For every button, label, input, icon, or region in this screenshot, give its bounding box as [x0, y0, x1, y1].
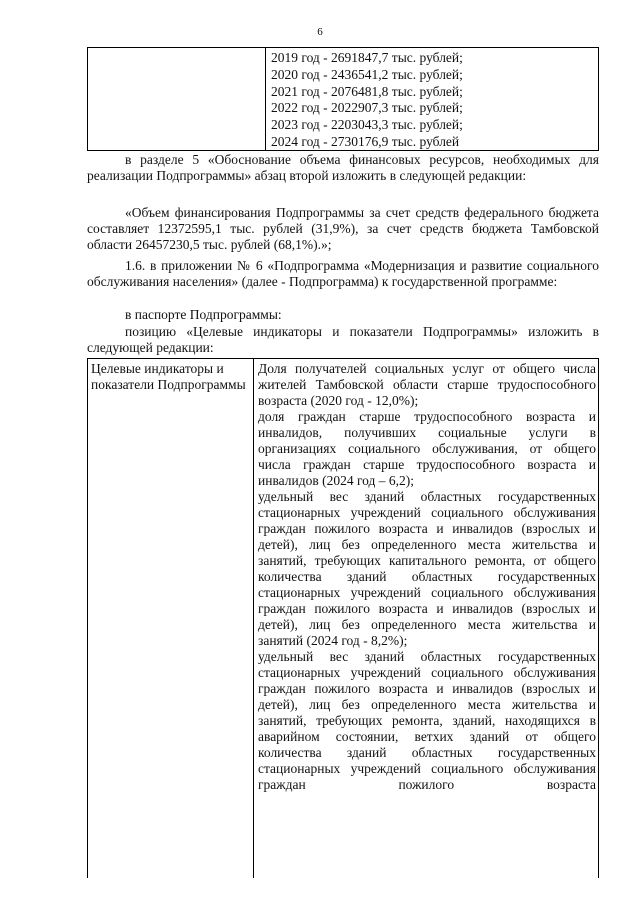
financing-year-2022: 2022 год - 2022907,3 тыс. рублей; [271, 100, 463, 116]
section-5-amendment [87, 152, 599, 184]
passport-heading [87, 307, 599, 323]
financing-years-cell [271, 50, 463, 151]
paragraph-indicators-position: позицию «Целевые индикаторы и показатели Подпрограммы» изложить в следующей редакции: [87, 324, 599, 355]
financing-quote [87, 205, 599, 253]
indicator-item: Доля получателей социальных услуг от общего числа жителей Тамбовской области старше трудоспособного возраста (2020 год - 12,0%); [258, 361, 596, 408]
indicator-item: удельный вес зданий областных государственных стационарных учреждений социального обслуживания граждан пожилого возраста и инвалидов (взрослых и детей), лиц без определенного места жительства и занятий, требующих капитального ремонта, от общего количества зданий областных государственных стационарных учреждений социального обслуживания граждан пожилого возраста и инвалидов (взрослых и детей), лиц без определенного места жительства и занятий (2024 год - 8,2%); [258, 489, 596, 648]
indicators-label-cell: Целевые индикаторы и показатели Подпрограммы [91, 361, 246, 392]
paragraph-financing-volume: «Объем финансирования Подпрограммы за счет средств федерального бюджета составляет 12372595,1 тыс. рублей (31,9%), за счет средств бюджета Тамбовской области 26457230,5 тыс. рублей (68,1%).»; [87, 205, 599, 252]
indicator-item: удельный вес зданий областных государственных стационарных учреждений социального обслуживания граждан пожилого возраста и инвалидов (взрослых и детей), лиц без определенного места жительства и занятий, требующих ремонта, зданий, находящихся в аварийном состоянии, ветхих зданий от общего количества зданий областных государственных стационарных учреждений социального обслуживания граждан пожилого возраста [258, 649, 596, 792]
financing-year-2023: 2023 год - 2203043,3 тыс. рублей; [271, 117, 463, 133]
financing-table [87, 47, 599, 151]
indicators-table [87, 358, 599, 878]
table-column-divider [265, 48, 266, 150]
financing-year-2019: 2019 год - 2691847,7 тыс. рублей; [271, 50, 463, 65]
financing-year-2020: 2020 год - 2436541,2 тыс. рублей; [271, 66, 463, 82]
page-number: 6 [317, 26, 323, 38]
table-column-divider [253, 359, 254, 878]
indicator-item: доля граждан старше трудоспособного возраста и инвалидов, получивших социальные услуги в организациях социального обслуживания, от общего числа граждан старше трудоспособного возраста и инвалидов (2024 год – 6,2); [258, 409, 596, 488]
paragraph-appendix-6: 1.6. в приложении № 6 «Подпрограмма «Модернизация и развитие социального обслуживания населения» (далее - Подпрограмма) к государственной программе: [87, 258, 599, 289]
appendix-6-amendment [87, 258, 599, 290]
indicators-values-cell [258, 361, 596, 793]
paragraph-passport: в паспорте Подпрограммы: [125, 307, 282, 322]
financing-year-2024: 2024 год - 2730176,9 тыс. рублей [271, 133, 460, 149]
indicators-position [87, 324, 599, 356]
financing-year-2021: 2021 год - 2076481,8 тыс. рублей; [271, 83, 463, 99]
paragraph-section-5: в разделе 5 «Обоснование объема финансовых ресурсов, необходимых для реализации Подпрограммы» абзац второй изложить в следующей редакции: [87, 152, 599, 183]
